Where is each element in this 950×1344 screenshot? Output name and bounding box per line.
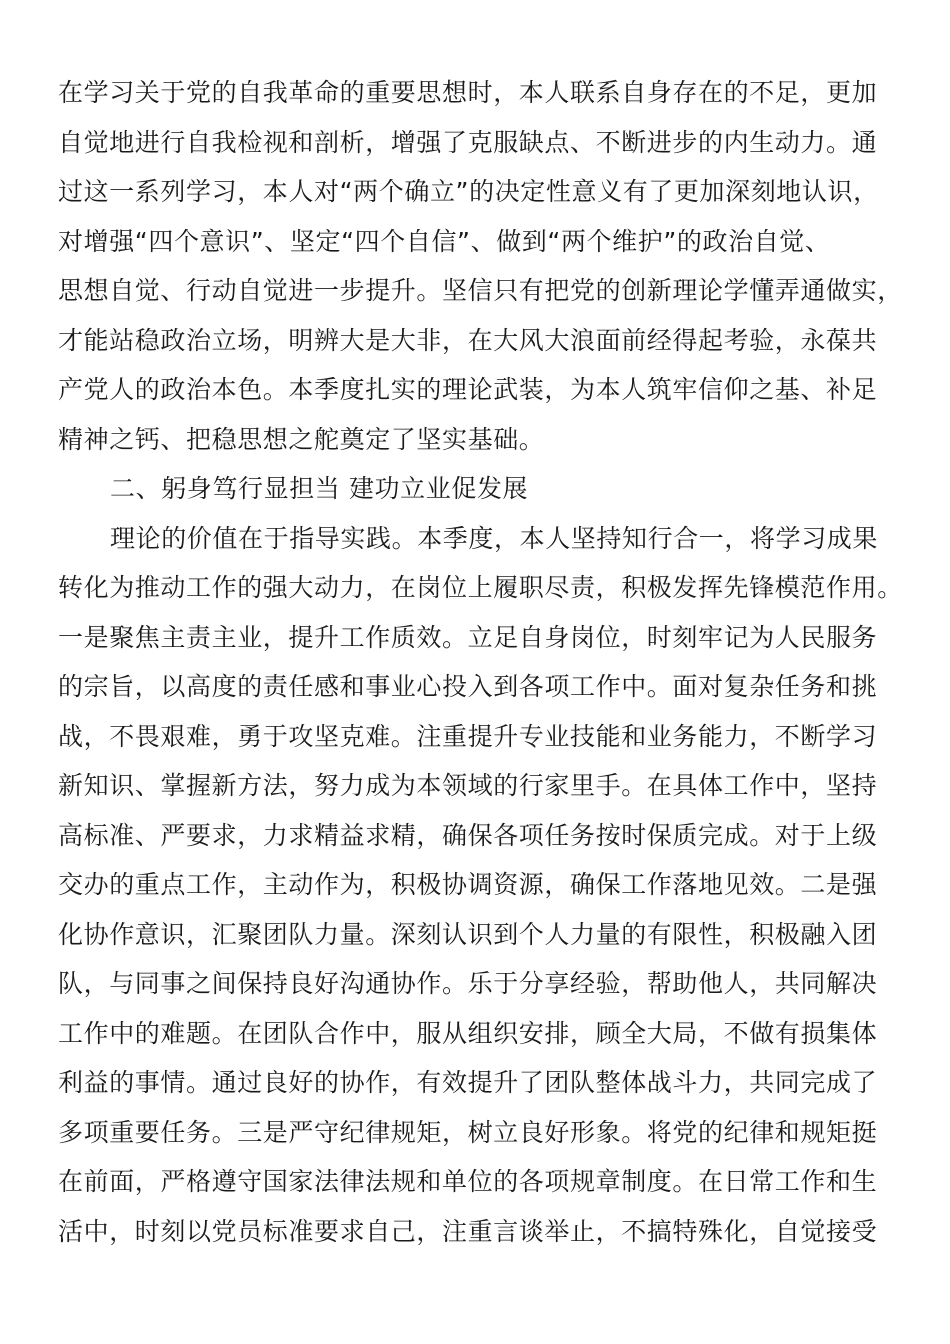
text-line: 在学习关于党的自我革命的重要思想时，本人联系自身存在的不足，更加: [58, 78, 878, 107]
text-line: 的宗旨，以高度的责任感和事业心投入到各项工作中。面对复杂任务和挑: [58, 672, 878, 701]
text-line: 新知识、掌握新方法，努力成为本领域的行家里手。在具体工作中，坚持: [58, 771, 878, 800]
text-line: 工作中的难题。在团队合作中，服从组织安排，顾全大局，不做有损集体: [58, 1018, 878, 1048]
text-line: 对增强“四个意识”、坚定“四个自信”、做到“两个维护”的政治自觉、: [58, 226, 831, 256]
text-line: 在前面，严格遵守国家法律法规和单位的各项规章制度。在日常工作和生: [58, 1167, 878, 1196]
document-body: [58, 68, 908, 1256]
text-line: 过这一系列学习，本人对“两个确立”的决定性意义有了更加深刻地认识，: [58, 177, 879, 206]
paragraph-first-line: 理论的价值在于指导实践。本季度，本人坚持知行合一，将学习成果: [110, 523, 879, 553]
text-line: 队，与同事之间保持良好沟通协作。乐于分享经验，帮助他人，共同解决: [58, 969, 878, 998]
text-line: 精神之钙、把稳思想之舵奠定了坚实基础。: [58, 424, 545, 454]
text-line: 产党人的政治本色。本季度扎实的理论武装，为本人筑牢信仰之基、补足: [58, 375, 878, 404]
text-line: 高标准、严要求，力求精益求精，确保各项任务按时保质完成。对于上级: [58, 820, 878, 850]
text-line: 化协作意识，汇聚团队力量。深刻认识到个人力量的有限性，积极融入团: [58, 919, 878, 949]
text-line: 一是聚焦主责主业，提升工作质效。立足自身岗位，时刻牢记为人民服务: [58, 622, 878, 652]
section-heading: 二、躬身笃行显担当 建功立业促发展: [110, 474, 529, 503]
text-line: 活中，时刻以党员标准要求自己，注重言谈举止，不搞特殊化，自觉接受: [58, 1216, 878, 1246]
text-line: 战，不畏艰难，勇于攻坚克难。注重提升专业技能和业务能力，不断学习: [58, 721, 878, 751]
text-line: 多项重要任务。三是严守纪律规矩，树立良好形象。将党的纪律和规矩挺: [58, 1117, 878, 1147]
text-line: 转化为推动工作的强大动力，在岗位上履职尽责，积极发挥先锋模范作用。: [58, 573, 903, 602]
text-line: 自觉地进行自我检视和剖析，增强了克服缺点、不断进步的内生动力。通: [58, 127, 878, 157]
text-line: 才能站稳政治立场，明辨大是大非，在大风大浪面前经得起考验，永葆共: [58, 325, 878, 355]
text-line: 交办的重点工作，主动作为，积极协调资源，确保工作落地见效。二是强: [58, 870, 878, 899]
text-line: 思想自觉、行动自觉进一步提升。坚信只有把党的创新理论学懂弄通做实，: [58, 276, 903, 305]
text-line: 利益的事情。通过良好的协作，有效提升了团队整体战斗力，共同完成了: [58, 1068, 878, 1097]
